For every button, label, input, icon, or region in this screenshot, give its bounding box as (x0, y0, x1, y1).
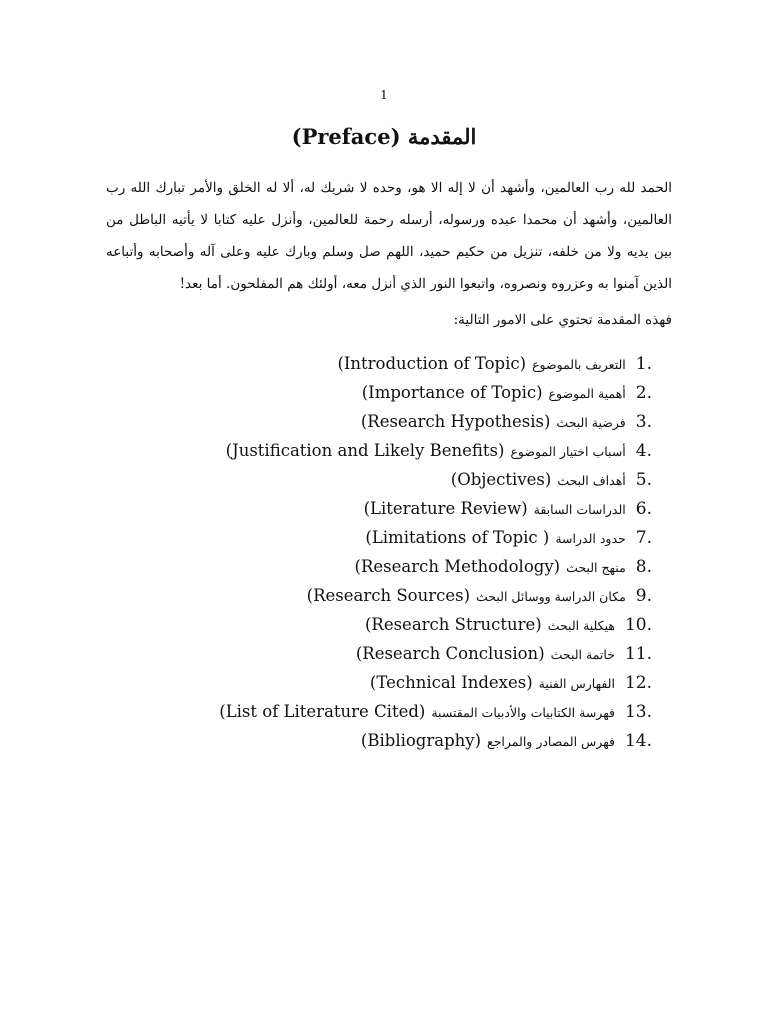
list-item-english: (Justification and Likely Benefits) (225, 441, 505, 460)
list-item-number: 8. (635, 557, 652, 577)
list-item-arabic: فهرسة الكتابيات والأدبيات المقتسبة (431, 705, 615, 720)
list-item-english: (List of Literature Cited) (219, 702, 426, 721)
list-item (92, 639, 652, 668)
list-item-english: (Research Methodology) (354, 557, 561, 576)
list-item-number: 11. (624, 644, 652, 664)
list-item (92, 523, 652, 552)
page-number: 1 (380, 88, 388, 102)
list-item-arabic: فرضية البحث (556, 415, 626, 430)
list-item-arabic: مكان الدراسة ووسائل البحث (476, 589, 626, 604)
list-item (92, 349, 652, 378)
topics-list (92, 349, 652, 755)
intro-paragraph: الحمد لله رب العالمين، وأشهد أن لا إله الا هو، وحده لا شريك له، ألا له الخلق والأمر تبارك الله رب العالمين، وأشهد أن محمدا عبده ورسوله، أرسله رحمة للعالمين، وأنزل عليه كتابا لا يأتيه الباطل من بين يديه ولا من خلفه، تنزيل من حكيم حميد، اللهم صل وسلم وبارك عليه وعلى آله وأصحابه وأتباعه الذين آمنوا به وعزروه ونصروه، واتبعوا النور الذي أنزل معه، أولئك هم المفلحون. أما بعد! (106, 180, 672, 292)
list-item (92, 697, 652, 726)
list-item-english: (Objectives) (450, 470, 552, 489)
list-item-number: 1. (635, 354, 652, 374)
list-item (92, 552, 652, 581)
list-item-number: 12. (624, 673, 652, 693)
list-item-arabic: أسباب اختيار الموضوع (510, 444, 626, 459)
list-item-arabic: منهج البحث (566, 560, 626, 575)
list-item-arabic: حدود الدراسة (555, 531, 626, 546)
list-item-english: (Research Structure) (364, 615, 542, 634)
list-item (92, 494, 652, 523)
list-item-number: 3. (635, 412, 652, 432)
list-item-english: (Importance of Topic) (361, 383, 543, 402)
list-item-number: 9. (635, 586, 652, 606)
list-item (92, 610, 652, 639)
list-item-number: 14. (624, 731, 652, 751)
list-item-number: 4. (635, 441, 652, 461)
list-item-arabic: أهمية الموضوع (548, 386, 626, 401)
list-item-arabic: فهرس المصادر والمراجع (487, 734, 615, 749)
list-item-number: 6. (635, 499, 652, 519)
list-item (92, 465, 652, 494)
list-item-english: (Bibliography) (360, 731, 482, 750)
list-item-english: (Technical Indexes) (369, 673, 533, 692)
list-item-english: (Introduction of Topic) (337, 354, 527, 373)
list-item-english: (Research Sources) (306, 586, 471, 605)
list-item-arabic: هيكلية البحث (547, 618, 615, 633)
list-item-arabic: الدراسات السابقة (533, 502, 626, 517)
list-item-arabic: أهداف البحث (557, 473, 626, 488)
list-item-arabic: التعريف بالموضوع (532, 357, 626, 372)
list-item (92, 436, 652, 465)
list-item-arabic: خاتمة البحث (550, 647, 615, 662)
list-item-number: 5. (635, 470, 652, 490)
list-item (92, 407, 652, 436)
list-item (92, 668, 652, 697)
list-item-number: 2. (635, 383, 652, 403)
list-item (92, 378, 652, 407)
list-item (92, 726, 652, 755)
list-item-english: (Research Conclusion) (355, 644, 545, 663)
list-item-english: ( Limitations of Topic) (365, 528, 550, 547)
list-intro: فهذه المقدمة تحتوي على الامور التالية: (453, 312, 672, 328)
list-item-number: 10. (624, 615, 652, 635)
list-item-number: 7. (635, 528, 652, 548)
list-item-english: (Literature Review) (363, 499, 528, 518)
list-item-english: (Research Hypothesis) (360, 412, 551, 431)
list-item-number: 13. (624, 702, 652, 722)
page-title: المقدمة (Preface) (291, 124, 477, 149)
list-item-arabic: الفهارس الفنية (538, 676, 615, 691)
list-item (92, 581, 652, 610)
